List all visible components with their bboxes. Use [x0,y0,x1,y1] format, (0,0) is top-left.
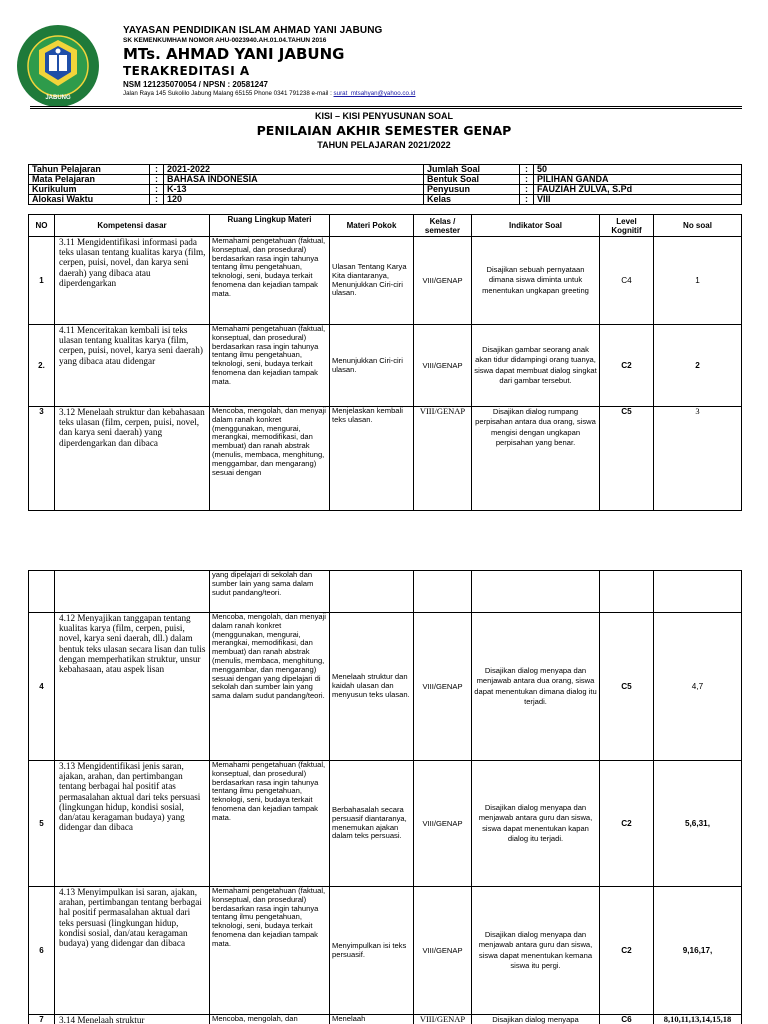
address-line: Jalan Raya 145 Sukolilo Jabung Malang 65155 Phone 0341 791238 e-mail : surat_mtsahyan@yahoo.co.id [123,90,416,97]
cell-no: 6 [29,887,55,1015]
cell-no: 3 [29,407,55,511]
table-row [29,325,742,407]
info-label-2: Bentuk Soal [424,175,520,185]
cell-ruang-lingkup: Mencoba, mengolah, dan [210,1015,330,1024]
cell-materi-pokok: Menunjukkan Ciri-ciri ulasan. [330,325,414,407]
cell-indikator [472,571,600,613]
cell-level: C2 [600,887,654,1015]
cell-indikator: Disajikan dialog menyapa dan menjawab antara dua orang, siswa dapat menentukan dimana dialog itu terjadi. [472,613,600,761]
table-row [29,237,742,325]
col-header-mp: Materi Pokok [330,215,414,237]
info-colon: : [520,195,534,205]
cell-no-soal: 4,7 [654,613,742,761]
school-name: MTs. AHMAD YANI JABUNG [123,45,345,63]
cell-materi-pokok: Berbahasalah secara persuasif diantaranya, menemukan ajakan dalam teks persuasi. [330,761,414,887]
table-row [29,761,742,887]
info-colon: : [150,195,164,205]
divider [30,106,742,107]
info-colon: : [150,185,164,195]
cell-kompetensi-dasar: 4.12 Menyajikan tanggapan tentang kualitas karya (film, cerpen, puisi, novel, karya seni daerah, dll.) dalam bentuk teks ulasan secara lisan dan tulis dengan memperhatikan struktur, unsur kebahasaan, atau aspek lisan [55,613,210,761]
cell-ruang-lingkup: Memahami pengetahuan (faktual, konseptual, dan prosedural) berdasarkan rasa ingin tahunya tentang ilmu pengetahuan, teknologi, seni, budaya terkait fenomena dan kejadian tampak mata. [210,325,330,407]
cell-level: C5 [600,407,654,511]
cell-kompetensi-dasar: 4.11 Menceritakan kembali isi teks ulasan tentang kualitas karya (film, cerpen, puisi, novel, karya seni daerah) yang dibaca atau didengar [55,325,210,407]
cell-level: C5 [600,613,654,761]
col-header-kd: Kompetensi dasar [55,215,210,237]
cell-ruang-lingkup: Mencoba, mengolah, dan menyaji dalam ranah konkret (menggunakan, mengurai, merangkai, memodifikasi, dan membuat) dan ranah abstrak (menulis, membaca, menghitung, menggambar, dan mengarang) sesuai dengan [210,407,330,511]
col-header-no: NO [29,215,55,237]
info-value: K-13 [164,185,424,195]
foundation-name: YAYASAN PENDIDIKAN ISLAM AHMAD YANI JABUNG [123,25,383,36]
info-colon: : [520,165,534,175]
info-label: Alokasi Waktu [29,195,150,205]
cell-materi-pokok: Ulasan Tentang Karya Kita diantaranya, Menunjukkan Ciri-ciri ulasan. [330,237,414,325]
cell-no-soal: 9,16,17, [654,887,742,1015]
table-header-row [29,215,742,237]
info-colon: : [520,175,534,185]
cell-indikator: Disajikan dialog menyapa [472,1015,600,1024]
col-header-ind: Indikator Soal [472,215,600,237]
cell-no-soal: 1 [654,237,742,325]
cell-level: C2 [600,761,654,887]
cell-indikator: Disajikan gambar seorang anak akan tidur didampingi orang tuanya, siswa dapat membuat dialog singkat dari gambar tersebut. [472,325,600,407]
cell-kelas-semester: VIII/GENAP [414,325,472,407]
cell-no: 2. [29,325,55,407]
cell-kompetensi-dasar: 3.14 Menelaah struktur [55,1015,210,1024]
cell-kompetensi-dasar: 3.13 Mengidentifikasi jenis saran, ajakan, arahan, dan pertimbangan tentang berbagai hal positif atas permasalahan aktual dari teks persuasi (lingkungan hidup, kondisi sosial, dan/atau keragaman budaya) yang didengar dan dibaca [55,761,210,887]
info-label: Tahun Pelajaran [29,165,150,175]
cell-kelas-semester: VIII/GENAP [414,887,472,1015]
table-row [29,407,742,511]
cell-materi-pokok: Menelaah [330,1015,414,1024]
col-header-ks: Kelas / semester [414,215,472,237]
cell-kompetensi-dasar: 3.11 Mengidentifikasi informasi pada teks ulasan tentang kualitas karya (film, cerpen, puisi, novel, dan karya seni daerah) yang dibaca atau diperdengarkan [55,237,210,325]
cell-no-soal: 5,6,31, [654,761,742,887]
cell-no-soal [654,571,742,613]
cell-materi-pokok [330,571,414,613]
cell-level [600,571,654,613]
cell-no-soal: 8,10,11,13,14,15,18 [654,1015,742,1024]
info-colon: : [150,165,164,175]
cell-indikator: Disajikan dialog menyapa dan menjawab antara guru dan siswa, siswa dapat menentukan kapan dialog itu terjadi. [472,761,600,887]
info-value: BAHASA INDONESIA [164,175,424,185]
cell-level: C2 [600,325,654,407]
cell-kompetensi-dasar: 3.12 Menelaah struktur dan kebahasaan teks ulasan (film, cerpen, puisi, novel, dan karya seni daerah) yang diperdengarkan dan dibaca [55,407,210,511]
cell-indikator: Disajikan dialog rumpang perpisahan antara dua orang, siswa mengisi dengan ungkapan perpisahan yang benar. [472,407,600,511]
sk-number: SK KEMENKUMHAM NOMOR AHU-0023940.AH.01.04.TAHUN 2016 [123,37,327,44]
info-colon: : [150,175,164,185]
cell-ruang-lingkup: yang dipelajari di sekolah dan sumber lain yang sama dalam sudut pandang/teori. [210,571,330,613]
cell-no-soal: 2 [654,325,742,407]
cell-no: 4 [29,613,55,761]
info-label: Kurikulum [29,185,150,195]
letterhead [123,25,415,97]
cell-kelas-semester: VIII/GENAP [414,237,472,325]
info-value-2: FAUZIAH ZULVA, S.Pd [534,185,742,195]
table-row [29,1015,742,1024]
cell-kelas-semester: VIII/GENAP [414,613,472,761]
info-value: 120 [164,195,424,205]
cell-no: 7 [29,1015,55,1024]
table-row [29,887,742,1015]
table-row [29,613,742,761]
cell-no: 5 [29,761,55,887]
cell-ruang-lingkup: Memahami pengetahuan (faktual, konseptual, dan prosedural) berdasarkan rasa ingin tahunya tentang ilmu pengetahuan, teknologi, seni, budaya terkait fenomena dan kejadian tampak mata. [210,761,330,887]
cell-kelas-semester: VIII/GENAP [414,761,472,887]
info-table [28,164,742,205]
info-row [29,175,742,185]
email-link[interactable]: surat_mtsahyan@yahoo.co.id [333,90,416,97]
cell-level: C6 [600,1015,654,1024]
cell-indikator: Disajikan sebuah pernyataan dimana siswa diminta untuk menentukan ungkapan greeting [472,237,600,325]
cell-kompetensi-dasar: 4.13 Menyimpulkan isi saran, ajakan, arahan, pertimbangan tentang berbagai hal positif permasalahan aktual dari teks persuasi (lingkungan hidup, kondisi sosial, dan/atau keragaman budaya) yang didengar dan dibaca [55,887,210,1015]
info-colon: : [520,185,534,195]
cell-kelas-semester: VIII/GENAP [414,407,472,511]
cell-level: C4 [600,237,654,325]
grid-table-page-2 [28,570,742,1024]
info-label: Mata Pelajaran [29,175,150,185]
info-label-2: Jumlah Soal [424,165,520,175]
school-logo [16,24,100,108]
table-row [29,571,742,613]
grid-table-page-1 [28,214,742,511]
svg-text:JABUNG: JABUNG [45,95,71,101]
cell-no [29,571,55,613]
info-value: 2021-2022 [164,165,424,175]
cell-kelas-semester: VIII/GENAP [414,1015,472,1024]
doc-title-1: KISI – KISI PENYUSUNAN SOAL [314,111,454,121]
info-value-2: VIII [534,195,742,205]
cell-kompetensi-dasar [55,571,210,613]
info-label-2: Kelas [424,195,520,205]
col-header-rl: Ruang Lingkup Materi [210,215,330,237]
divider [30,108,742,109]
nsm-npsn: NSM 121235070054 / NPSN : 20581247 [123,80,268,89]
cell-materi-pokok: Menyimpulkan isi teks persuasif. [330,887,414,1015]
cell-materi-pokok: Menelaah struktur dan kaidah ulasan dan menyusun teks ulasan. [330,613,414,761]
info-row [29,195,742,205]
document-page-2 [0,568,768,1024]
cell-ruang-lingkup: Mencoba, mengolah, dan menyaji dalam ranah konkret (menggunakan, mengurai, merangkai, memodifikasi, dan membuat) dan ranah abstrak (menulis, membaca, menghitung, menggambar, dan mengarang) sesuai dengan yang dipelajari di sekolah dan sumber lain yang sama dalam sudut pandang/teori. [210,613,330,761]
doc-title-2: PENILAIAN AKHIR SEMESTER GENAP [256,123,512,138]
cell-kelas-semester [414,571,472,613]
info-label-2: Penyusun [424,185,520,195]
cell-ruang-lingkup: Memahami pengetahuan (faktual, konseptual, dan prosedural) berdasarkan rasa ingin tahunya tentang ilmu pengetahuan, teknologi, seni, budaya terkait fenomena dan kejadian tampak mata. [210,887,330,1015]
cell-materi-pokok: Menjelaskan kembali teks ulasan. [330,407,414,511]
cell-ruang-lingkup: Memahami pengetahuan (faktual, konseptual, dan prosedural) berdasarkan rasa ingin tahunya tentang ilmu pengetahuan, teknologi, seni, budaya terkait fenomena dan kejadian tampak mata. [210,237,330,325]
col-header-ns: No soal [654,215,742,237]
info-row [29,165,742,175]
accreditation: TERAKREDITASI A [123,64,250,78]
cell-no: 1 [29,237,55,325]
page-gap [0,530,768,568]
info-value-2: PILIHAN GANDA [534,175,742,185]
cell-indikator: Disajikan dialog menyapa dan menjawab antara guru dan siswa, siswa dapat menentukan kemana siswa itu pergi. [472,887,600,1015]
col-header-lv: Level Kognitif [600,215,654,237]
doc-title-3: TAHUN PELAJARAN 2021/2022 [317,140,451,150]
cell-no-soal: 3 [654,407,742,511]
info-row [29,185,742,195]
info-value-2: 50 [534,165,742,175]
